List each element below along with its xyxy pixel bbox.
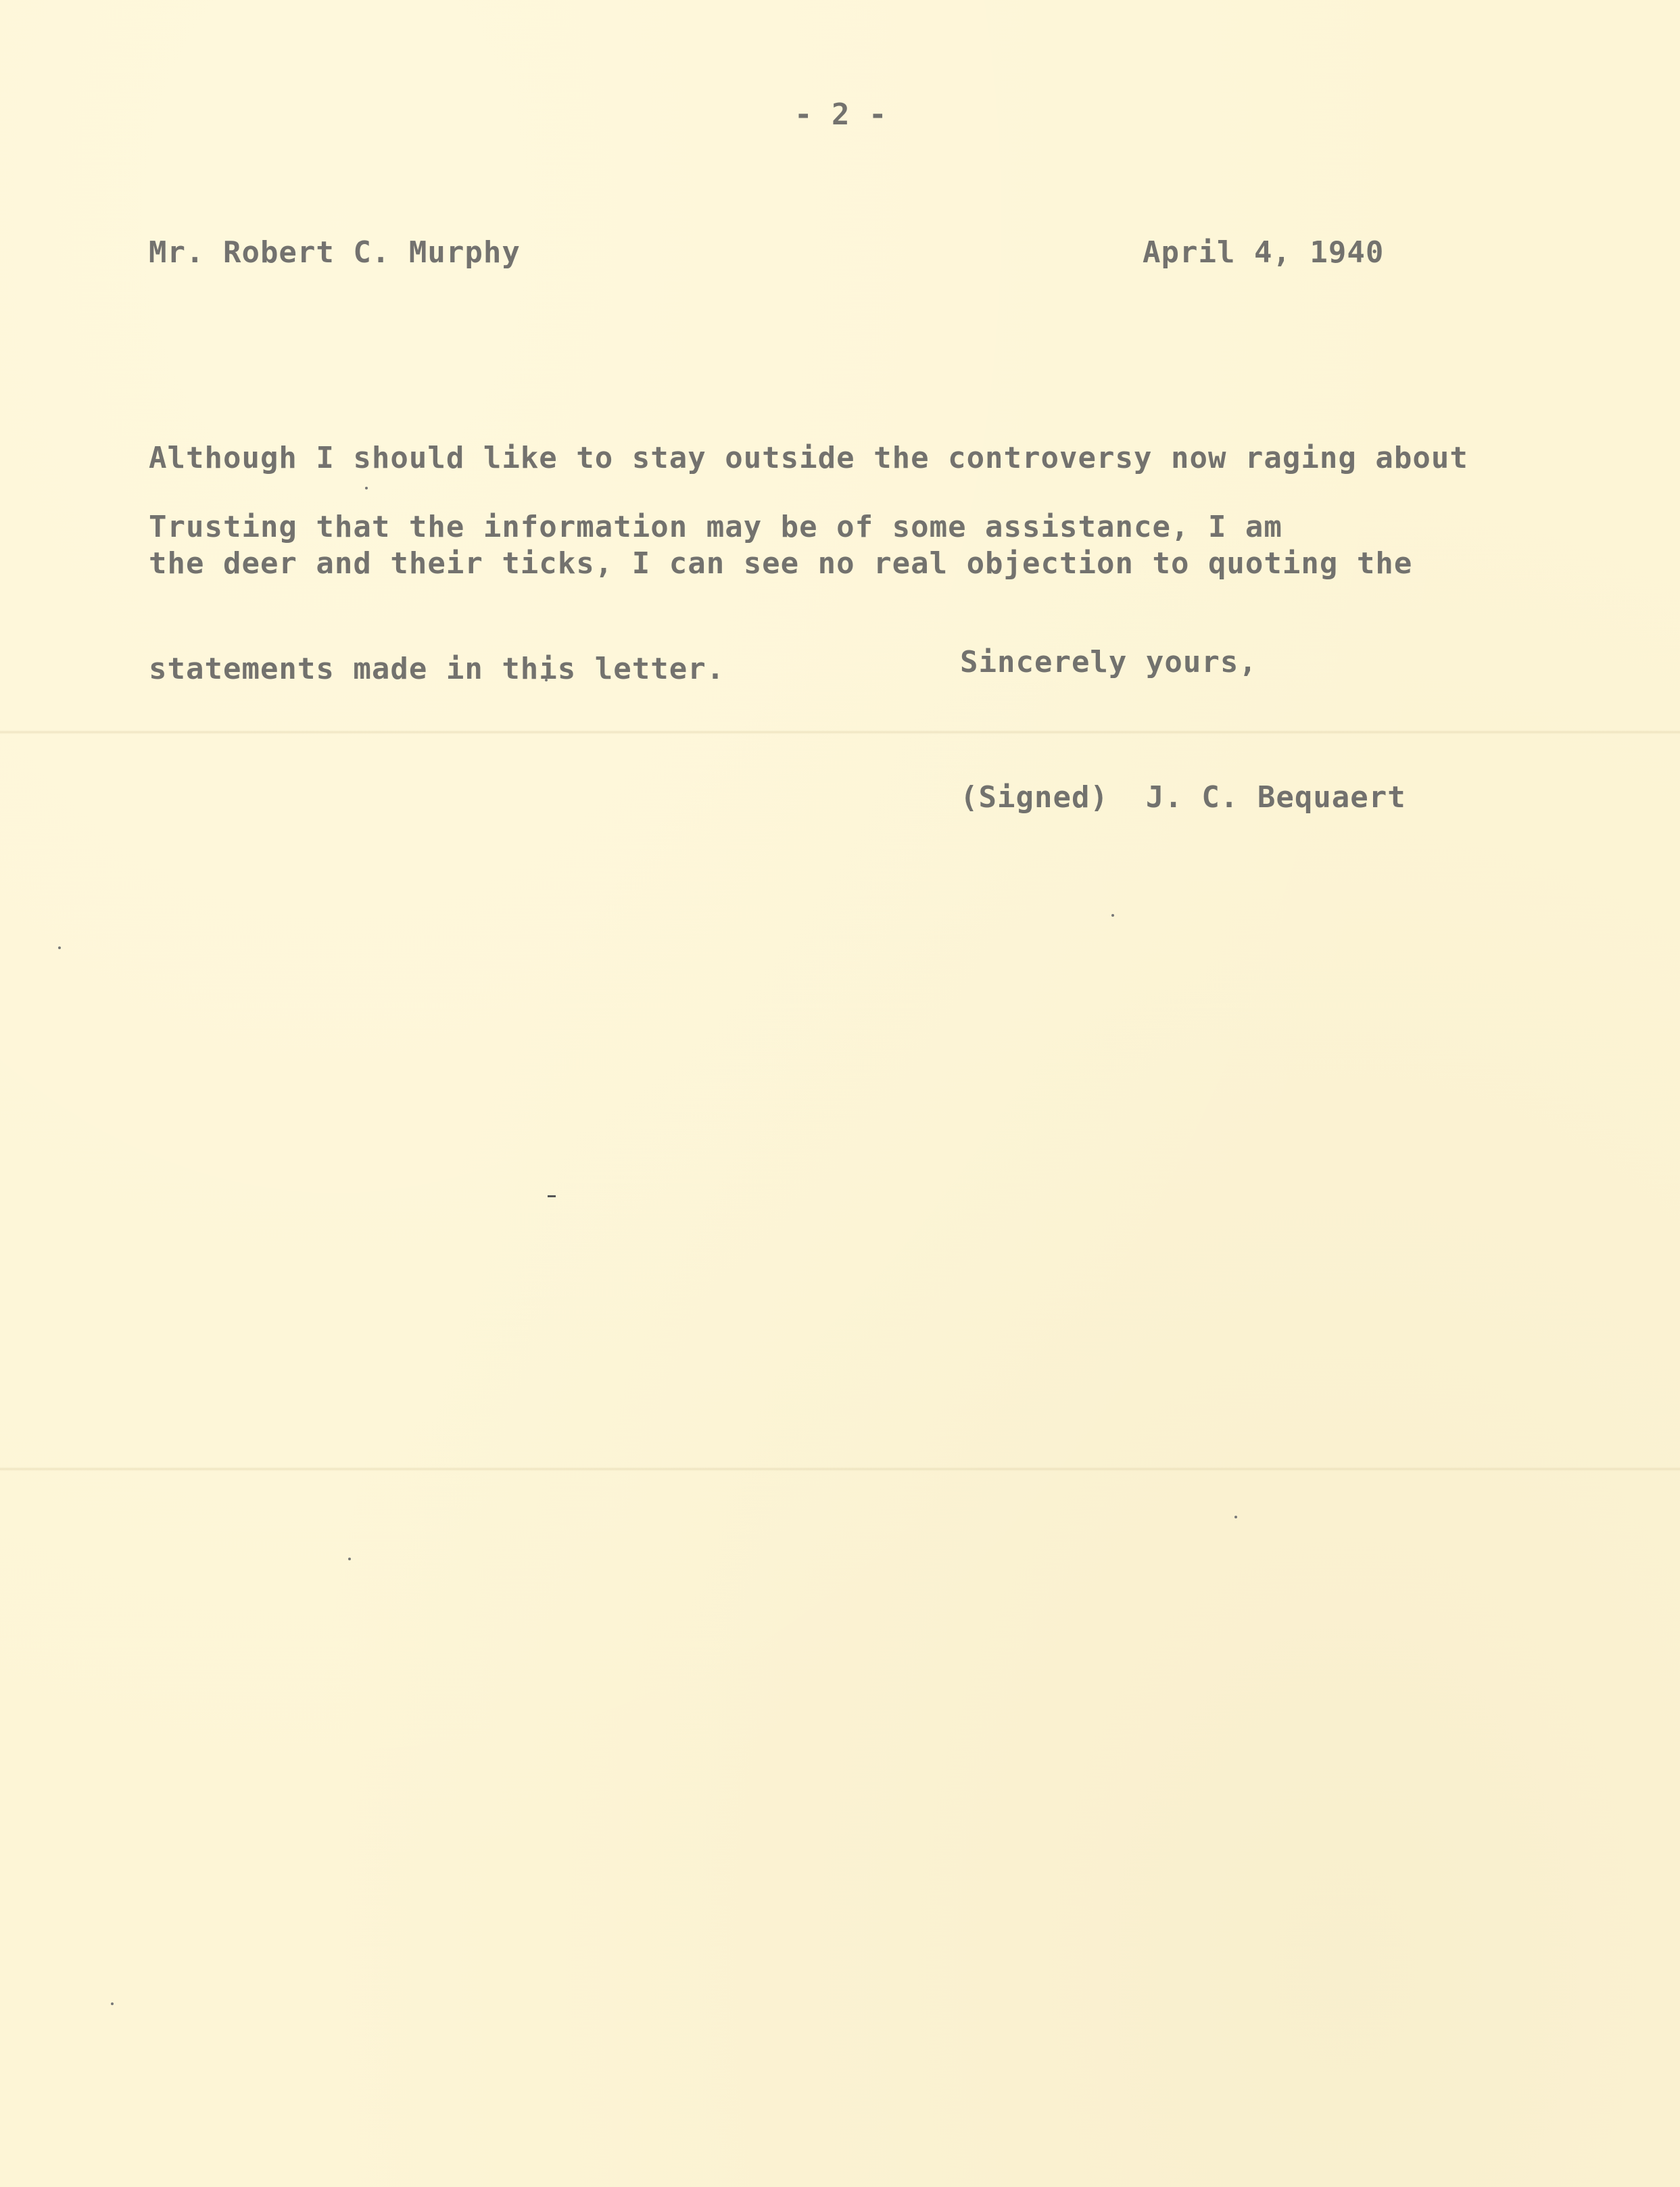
closing-line: Sincerely yours,	[960, 645, 1257, 679]
paper-speck	[111, 2002, 114, 2005]
letter-date: April 4, 1940	[1143, 235, 1385, 270]
paper-speck	[58, 946, 61, 949]
body-paragraph-2: Trusting that the information may be of some assistance, I am	[149, 510, 1282, 544]
paper-speck	[1111, 914, 1114, 917]
paper-mark	[548, 1195, 556, 1197]
paper-speck	[1234, 1516, 1237, 1518]
paragraph-line: the deer and their ticks, I can see no real objection to quoting the	[149, 546, 1413, 581]
page-number: - 2 -	[794, 97, 888, 132]
recipient-line: Mr. Robert C. Murphy	[149, 235, 521, 270]
signature-line: (Signed) J. C. Bequaert	[960, 780, 1406, 815]
paragraph-line: Although I should like to stay outside the controversy now raging about	[149, 441, 1468, 475]
paper-speck	[348, 1558, 351, 1560]
body-paragraph-1	[149, 370, 1468, 757]
paper-crease	[0, 1467, 1680, 1471]
paragraph-line: statements made in this letter.	[149, 652, 725, 686]
